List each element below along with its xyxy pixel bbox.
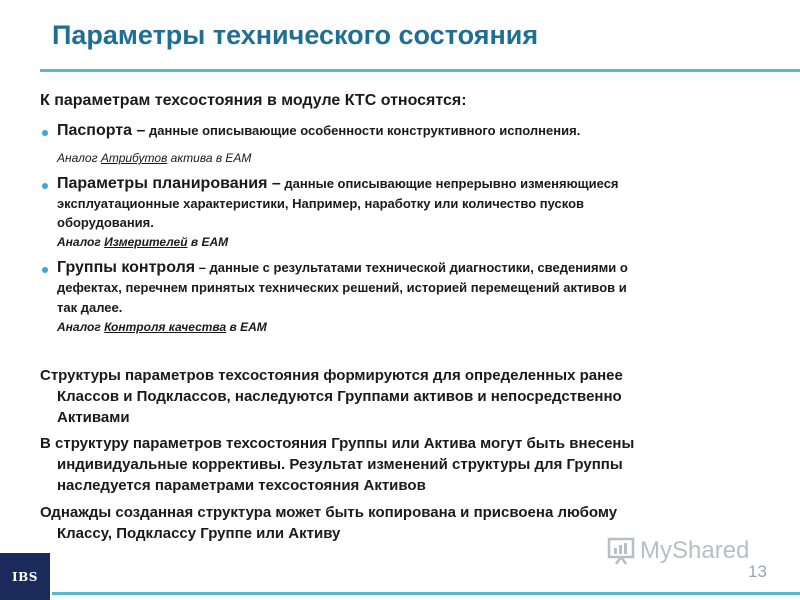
- bullet-2-line-1: [57, 175, 619, 193]
- bullet-1-analog: [57, 151, 251, 165]
- watermark: [606, 536, 749, 566]
- analog-suffix: в ЕАМ: [226, 320, 267, 334]
- logo-text: IBS: [12, 569, 38, 584]
- analog-prefix: Аналог: [57, 235, 105, 249]
- paragraph-2-line-1: В структуру параметров техсостояния Группы или Актива могут быть внесены: [40, 435, 635, 452]
- paragraph-1-line-1: Структуры параметров техсостояния формируются для определенных ранее: [40, 367, 623, 384]
- bullet-3-line-1: [57, 259, 628, 277]
- paragraph-3-line-2: Классу, Подклассу Группе или Активу: [57, 525, 341, 542]
- slide-title: Параметры технического состояния: [52, 20, 539, 50]
- analog-link-attributes[interactable]: Атрибутов: [100, 151, 168, 165]
- paragraph-1-line-3: Активами: [57, 409, 130, 426]
- bullet-3-heading: Группы контроля: [57, 259, 196, 276]
- footer-divider: [52, 592, 800, 595]
- bullet-3-line-3: так далее.: [57, 300, 123, 315]
- analog-link-meters[interactable]: Измерителей: [104, 235, 188, 249]
- bullet-3-description: – данные с результатами технической диагностики, сведениями о: [195, 260, 628, 275]
- bullet-2-line-3: оборудования.: [57, 215, 154, 230]
- paragraph-1-line-2: Классов и Подклассов, наследуются Группами активов и непосредственно: [57, 388, 622, 405]
- page-number: 13: [748, 562, 767, 581]
- intro-text: К параметрам техсостояния в модуле КТС относятся:: [40, 92, 467, 109]
- bullet-1-heading: Паспорта –: [57, 122, 146, 139]
- analog-prefix: Аналог: [57, 151, 101, 165]
- analog-prefix: Аналог: [57, 320, 105, 334]
- bullet-3-analog: [57, 320, 267, 334]
- paragraph-2-line-2: индивидуальные коррективы. Результат изменений структуры для Группы: [57, 456, 623, 473]
- company-logo: [0, 553, 50, 600]
- bullet-2-heading: Параметры планирования –: [57, 175, 281, 192]
- bullet-3-line-2: дефектах, перечнем принятых технических решений, историей перемещений активов и: [57, 280, 627, 295]
- bullet-2-description: данные описывающие непрерывно изменяющиеся: [280, 176, 619, 191]
- bullet-dot-icon: [42, 267, 48, 273]
- bullet-1-line-1: [57, 122, 580, 140]
- analog-link-quality-control[interactable]: Контроля качества: [104, 320, 227, 334]
- bullet-dot-icon: [42, 130, 48, 136]
- analog-suffix: в ЕАМ: [187, 235, 229, 249]
- analog-suffix: актива в ЕАМ: [167, 151, 252, 165]
- bullet-1-description: данные описывающие особенности конструктивного исполнения.: [145, 123, 581, 138]
- paragraph-2-line-3: наследуется параметрами техсостояния Активов: [57, 477, 426, 494]
- bullet-2-analog: [57, 235, 228, 249]
- title-divider: [40, 69, 800, 72]
- watermark-text: MyShared: [640, 537, 750, 564]
- bullet-dot-icon: [42, 183, 48, 189]
- paragraph-3-line-1: Однажды созданная структура может быть копирована и присвоена любому: [40, 504, 618, 521]
- presentation-icon: [606, 536, 636, 566]
- bullet-2-line-2: эксплуатационные характеристики, Например, наработку или количество пусков: [57, 196, 585, 211]
